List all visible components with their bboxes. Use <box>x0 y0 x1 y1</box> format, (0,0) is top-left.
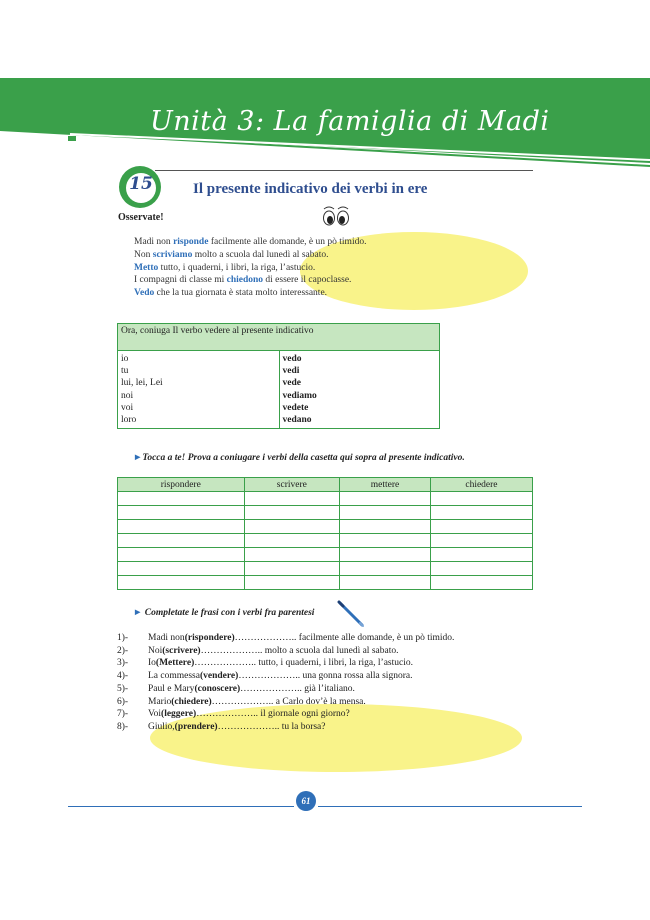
verb-form: vedete <box>282 402 309 413</box>
answer-cell[interactable] <box>244 492 340 506</box>
answer-cell[interactable] <box>340 520 431 534</box>
example-verb: risponde <box>173 237 209 247</box>
example-sentences <box>134 236 366 300</box>
list-item <box>117 632 454 645</box>
chapter-banner <box>0 78 650 168</box>
pen-icon <box>336 600 366 628</box>
item-number: 8)- <box>117 721 129 732</box>
lesson-number-badge <box>118 165 162 209</box>
pronoun: loro <box>121 415 137 426</box>
arrow-icon: ► <box>133 608 143 618</box>
footer-rule <box>318 806 582 807</box>
observe-label: Osservate! <box>118 212 164 223</box>
answer-cell[interactable] <box>430 534 532 548</box>
column-header: mettere <box>340 478 431 492</box>
answer-cell[interactable] <box>430 562 532 576</box>
sentence-text: ……………….. già l’italiano. <box>240 683 355 694</box>
example-line <box>134 262 366 275</box>
answer-cell[interactable] <box>244 506 340 520</box>
answer-cell[interactable] <box>244 548 340 562</box>
chapter-title: Unità 3: La famiglia di Madi <box>150 106 550 137</box>
item-number: 6)- <box>117 696 129 707</box>
answer-cell[interactable] <box>430 492 532 506</box>
conjugation-header: Ora, coniuga Il verbo vedere al presente indicativo <box>118 324 439 351</box>
sentence-text: Noi <box>148 645 163 656</box>
lesson-number: 15 <box>129 174 153 194</box>
example-verb: scriviamo <box>152 249 193 260</box>
pronoun-column <box>118 351 279 428</box>
sentence-verb: (conoscere) <box>194 683 241 694</box>
list-item <box>117 696 454 709</box>
answer-cell[interactable] <box>118 562 245 576</box>
example-verb: Metto <box>134 262 159 273</box>
header-rule <box>155 170 533 171</box>
exercise2-text: Completate le frasi con i verbi fra parentesi <box>144 608 315 618</box>
example-text: I compagni di classe mi <box>134 275 227 286</box>
column-header: scrivere <box>244 478 340 492</box>
list-item <box>117 683 454 696</box>
answer-cell[interactable] <box>118 548 245 562</box>
item-number: 2)- <box>117 645 129 656</box>
pronoun: voi <box>121 402 134 413</box>
list-item <box>117 721 454 734</box>
table-row <box>118 534 533 548</box>
lesson-title: Il presente indicativo dei verbi in ere <box>193 181 428 197</box>
pronoun: tu <box>121 366 129 377</box>
list-item <box>117 708 454 721</box>
table-row <box>118 576 533 590</box>
answer-cell[interactable] <box>244 520 340 534</box>
example-text: Non <box>134 249 153 260</box>
list-item <box>117 645 454 658</box>
verb-form: vede <box>282 378 301 389</box>
answer-cell[interactable] <box>430 506 532 520</box>
column-header: chiedere <box>430 478 532 492</box>
table-row <box>118 506 533 520</box>
answer-cell[interactable] <box>244 534 340 548</box>
verb-form: vedo <box>282 354 302 364</box>
table-row <box>118 562 533 576</box>
exercise1-instruction <box>133 453 465 463</box>
exercise1-table <box>117 477 533 590</box>
answer-cell[interactable] <box>340 534 431 548</box>
example-text: che la tua giornata è stata molto interessante. <box>154 288 328 299</box>
answer-cell[interactable] <box>118 492 245 506</box>
sentence-verb: (rispondere) <box>184 633 235 643</box>
example-text: Madi non <box>134 237 174 247</box>
sentence-text: ……………….. a Carlo dov’è la mensa. <box>211 696 366 707</box>
example-text: molto a scuola dal lunedì al sabato. <box>192 249 329 260</box>
exercise2-instruction <box>133 608 314 618</box>
example-line <box>134 274 366 287</box>
exercise1-text: Tocca a te! Prova a coniugare i verbi della casetta qui sopra al presente indicativo. <box>142 453 465 463</box>
table-row <box>118 520 533 534</box>
sentence-verb: (prendere) <box>174 721 218 732</box>
answer-cell[interactable] <box>340 492 431 506</box>
sentence-text: Madi non <box>148 633 185 643</box>
answer-cell[interactable] <box>118 506 245 520</box>
sentence-text: Mario <box>148 696 172 707</box>
answer-cell[interactable] <box>244 576 340 590</box>
conjugation-table <box>117 323 440 429</box>
sentence-text: Giulio, <box>148 721 175 732</box>
example-text: di essere il capoclasse. <box>263 275 352 286</box>
sentence-verb: (leggere) <box>161 709 197 720</box>
answer-cell[interactable] <box>118 576 245 590</box>
verb-form: vedi <box>282 366 300 377</box>
example-text: tutto, i quaderni, i libri, la riga, l’astucio. <box>158 262 316 273</box>
list-item <box>117 657 454 670</box>
page-number: 61 <box>296 791 316 811</box>
item-number: 5)- <box>117 683 129 694</box>
column-header: rispondere <box>118 478 245 492</box>
table-row <box>118 492 533 506</box>
answer-cell[interactable] <box>430 576 532 590</box>
answer-cell[interactable] <box>118 520 245 534</box>
sentence-verb: (scrivere) <box>162 645 201 656</box>
sentence-text: Io <box>148 658 156 669</box>
answer-cell[interactable] <box>430 520 532 534</box>
list-item <box>117 670 454 683</box>
sentence-verb: (chiedere) <box>171 696 212 707</box>
sentence-text: ……………….. tutto, i quaderni, i libri, la riga, l’astucio. <box>194 658 413 669</box>
sentence-verb: (vendere) <box>199 671 239 682</box>
answer-cell[interactable] <box>118 534 245 548</box>
answer-cell[interactable] <box>340 506 431 520</box>
item-number: 4)- <box>117 671 129 682</box>
footer-rule <box>68 806 294 807</box>
verb-form: vedano <box>282 415 312 426</box>
example-line <box>134 236 366 249</box>
sentence-text: Voi <box>148 709 162 720</box>
answer-cell[interactable] <box>340 562 431 576</box>
pronoun: noi <box>121 390 134 401</box>
example-verb: Vedo <box>134 288 155 299</box>
answer-cell[interactable] <box>340 576 431 590</box>
sentence-text: Paul e Mary <box>148 683 195 694</box>
verb-form-column <box>279 351 440 428</box>
answer-cell[interactable] <box>340 548 431 562</box>
item-number: 7)- <box>117 709 129 720</box>
sentence-text: ……………….. molto a scuola dal lunedì al sabato. <box>200 645 399 656</box>
sentence-text: ……………….. tu la borsa? <box>217 721 326 732</box>
example-verb: chiedono <box>226 275 264 286</box>
arrow-icon: ► <box>133 453 143 463</box>
fill-in-sentences <box>117 632 454 734</box>
example-line <box>134 287 366 300</box>
sentence-text: ……………….. una gonna rossa alla signora. <box>238 671 413 682</box>
answer-cell[interactable] <box>244 562 340 576</box>
sentence-text: La commessa <box>148 671 200 682</box>
verb-form: vediamo <box>282 390 317 401</box>
answer-cell[interactable] <box>430 548 532 562</box>
item-number: 1)- <box>117 633 129 643</box>
eyes-icon <box>321 205 351 227</box>
sentence-text: ……………….. facilmente alle domande, è un pò timido. <box>234 633 455 643</box>
pronoun: io <box>121 354 129 364</box>
example-line <box>134 249 366 262</box>
example-text: facilmente alle domande, è un pò timido. <box>208 237 367 247</box>
table-row <box>118 548 533 562</box>
sentence-verb: (Mettere) <box>155 658 195 669</box>
item-number: 3)- <box>117 658 129 669</box>
pronoun: lui, lei, Lei <box>121 378 163 389</box>
sentence-text: ……………….. il giornale ogni giorno? <box>196 709 350 720</box>
